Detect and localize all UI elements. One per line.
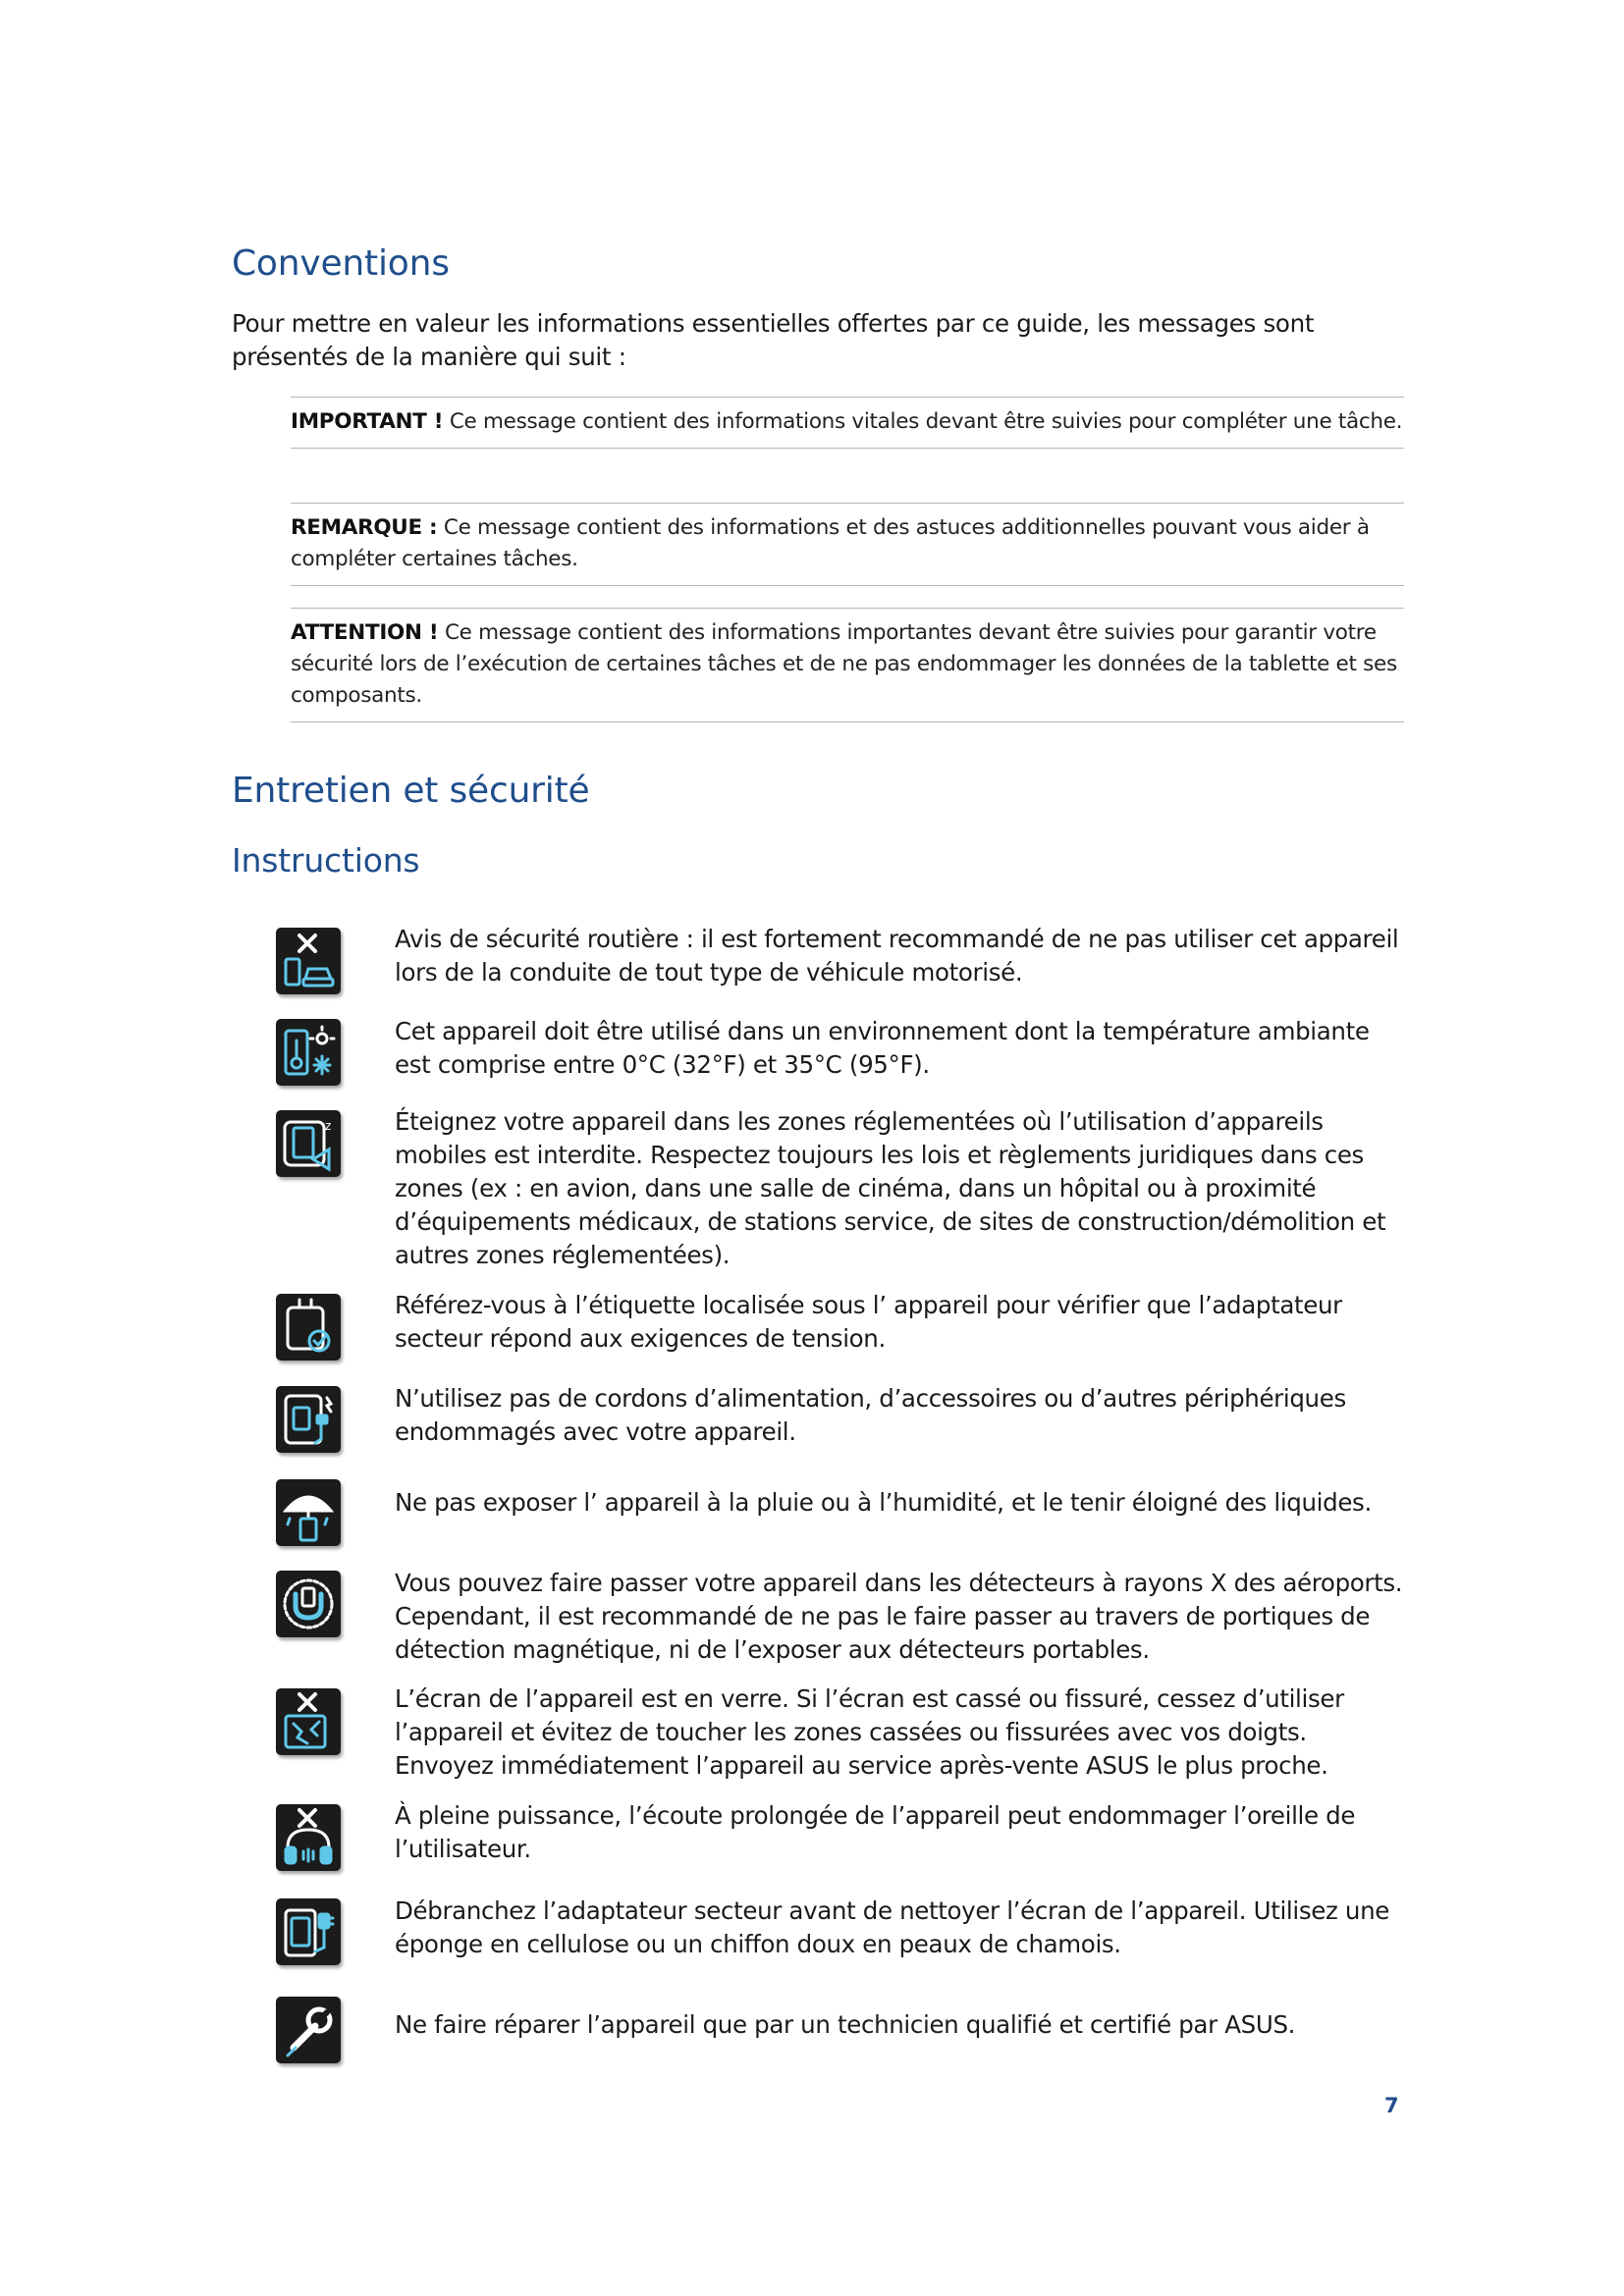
- wrench-repair-icon: [276, 1997, 341, 2063]
- instruction-text: N’utilisez pas de cordons d’alimentation, d’accessoires ou d’autres périphériques endommagés avec votre appareil.: [395, 1384, 1346, 1446]
- instruction-text: Débranchez l’adaptateur secteur avant de nettoyer l’écran de l’appareil. Utilisez une éponge en cellulose ou un chiffon doux en peaux de chamois.: [395, 1896, 1390, 1958]
- care-safety-heading: Entretien et sécurité: [232, 771, 590, 811]
- notice-label: ATTENTION !: [291, 620, 439, 645]
- headphones-volume-icon: [276, 1804, 341, 1871]
- instruction-text: Avis de sécurité routière : il est fortement recommandé de ne pas utiliser cet appareil lors de la conduite de tout type de véhicule motorisé.: [395, 925, 1399, 987]
- notice-text: Ce message contient des informations importantes devant être suivies pour garantir votre sécurité lors de l’exécution de certaines tâches et de ne pas endommager les données de la tablette et ses composants.: [291, 620, 1397, 708]
- rain-umbrella-icon: [276, 1479, 341, 1546]
- instruction-text: À pleine puissance, l’écoute prolongée de l’appareil peut endommager l’oreille de l’utilisateur.: [395, 1801, 1356, 1863]
- instruction-text: Vous pouvez faire passer votre appareil dans les détecteurs à rayons X des aéroports. Cependant, il est recommandé de ne pas le faire passer au travers de portiques de détection magnétique, ni de l’exposer aux détecteurs portables.: [395, 1569, 1403, 1664]
- unplug-clean-icon: [276, 1898, 341, 1965]
- conventions-heading: Conventions: [232, 243, 450, 284]
- notice-text: Ce message contient des informations et des astuces additionnelles pouvant vous aider à compléter certaines tâches.: [291, 515, 1370, 571]
- instruction-text: Cet appareil doit être utilisé dans un environnement dont la température ambiante est comprise entre 0°C (32°F) et 35°C (95°F).: [395, 1017, 1370, 1079]
- magnet-xray-icon: [276, 1571, 341, 1637]
- instruction-text: Ne faire réparer l’appareil que par un technicien qualifié et certifié par ASUS.: [395, 2010, 1296, 2039]
- broken-screen-icon: [276, 1688, 341, 1755]
- no-driving-icon: [276, 928, 341, 994]
- instruction-text: Ne pas exposer l’ appareil à la pluie ou à l’humidité, et le tenir éloigné des liquides.: [395, 1488, 1372, 1517]
- temperature-icon: [276, 1019, 341, 1086]
- instruction-text: Éteignez votre appareil dans les zones réglementées où l’utilisation d’appareils mobiles est interdite. Respectez toujours les lois et règlements juridiques dans ces zones (ex : en avion, dans une salle de cinéma, dans un hôpital ou à proximité d’équipements médicaux, de stations service, de sites de construction/démolition et autres zones réglementées).: [395, 1107, 1386, 1269]
- notice-text: Ce message contient des informations vitales devant être suivies pour compléter une tâche.: [443, 409, 1403, 434]
- restricted-area-icon: [276, 1110, 341, 1177]
- notice-label: REMARQUE :: [291, 515, 438, 540]
- notice-attention: [291, 608, 1404, 722]
- instruction-text: Référez-vous à l’étiquette localisée sous l’ appareil pour vérifier que l’adaptateur secteur répond aux exigences de tension.: [395, 1291, 1342, 1353]
- conventions-intro: Pour mettre en valeur les informations essentielles offertes par ce guide, les messages sont présentés de la manière qui suit :: [232, 309, 1315, 371]
- svg-text:z: z: [325, 1119, 332, 1133]
- page-number: 7: [1384, 2094, 1399, 2117]
- notice-important: [291, 397, 1404, 449]
- instruction-text: L’écran de l’appareil est en verre. Si l’écran est cassé ou fissuré, cessez d’utiliser l’appareil et évitez de toucher les zones cassées ou fissurées avec vos doigts. Envoyez immédiatement l’appareil au service après-vente ASUS le plus proche.: [395, 1684, 1344, 1780]
- adapter-label-icon: [276, 1294, 341, 1361]
- instructions-heading: Instructions: [232, 841, 420, 880]
- damaged-cord-icon: [276, 1386, 341, 1453]
- notice-remark: [291, 503, 1404, 586]
- notice-label: IMPORTANT !: [291, 409, 444, 434]
